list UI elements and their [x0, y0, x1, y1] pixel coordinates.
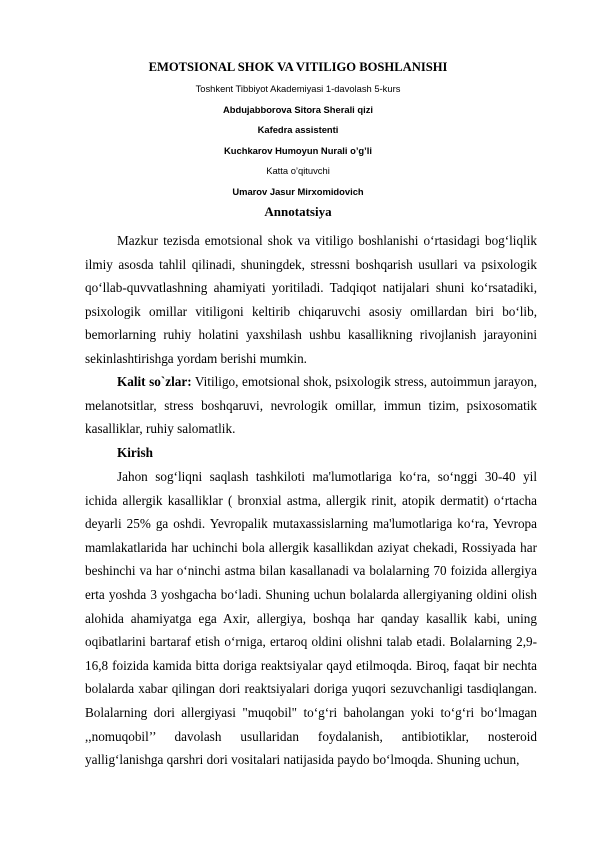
keywords-block	[85, 370, 537, 441]
keywords-text: Vitiligo, emotsional shok, psixologik stress, autoimmun jarayon, melanotsitlar, stress boshqaruvi, nevrologik omillar, immun tizim, psixosomatik kasalliklar, ruhiy salomatlik.	[85, 374, 537, 437]
author-name-3: Umarov Jasur Mirxomidovich	[232, 186, 364, 197]
intro-block	[85, 465, 537, 772]
annotation-heading: Annotatsiya	[264, 204, 332, 219]
author-name-1: Abdujabborova Sitora Sherali qizi	[222, 104, 374, 115]
annotation-paragraph: Mazkur tezisda emotsional shok va vitiligo boshlanishi o‘rtasidagi bog‘liqlik ilmiy asosda tahlil qilinadi, shuningdek, stressni boshqarish usullari va psixologik qo‘llab-quvvatlashning ahamiyati yoritiladi. Tadqiqot natijalari shuni ko‘rsatadiki, psixologik omillar vitiligoni keltirib chiqaruvchi asosiy omillardan biri bo‘lib, bemorlarning ruhiy holatini yaxshilash ushbu kasallikning rivojlanish jarayonini sekinlashtirishga yordam berishi mumkin.	[85, 233, 537, 366]
author-affiliation: Toshkent Tibbiyot Akademiyasi 1-davolash 5-kurs	[195, 83, 401, 94]
intro-heading: Kirish	[117, 445, 153, 460]
author-name-2: Kuchkarov Humoyun Nurali o’g’li	[224, 145, 372, 156]
annotation-block	[85, 229, 537, 371]
author-role-1: Kafedra assistenti	[257, 124, 339, 135]
keywords-paragraph	[85, 370, 537, 441]
intro-heading-block	[85, 441, 537, 465]
author-role-2: Katta o’qituvchi	[266, 165, 330, 176]
intro-paragraph: Jahon sog‘liqni saqlash tashkiloti ma'lumotlariga ko‘ra, so‘nggi 30-40 yil ichida allergik kasalliklar ( bronxial astma, allergik rinit, atopik dermatit) o‘rtacha deyarli 25% ga oshdi. Yevropalik mutaxassislarning ma'lumotlariga ko‘ra, Yevropa mamlakatlarida har uchinchi bola allergik kasallikdan aziyat chekadi, Rossiyada har beshinchi va har o‘ninchi astma bilan kasallanadi va bolalarning 70 foizida allergiya erta yoshda 3 yoshgacha bo‘ladi. Shuning uchun bolalarda allergiyaning oldini olish alohida ahamiyatga ega Axir, allergiya, boshqa har qanday kasallik kabi, uning oqibatlarini bartaraf etish o‘rniga, ertaroq oldini olishni talab etadi. Bolalarning 2,9-16,8 foizida kamida bitta doriga reaktsiyalar qayd etilmoqda. Biroq, faqat bir nechta bolalarda xabar qilingan dori reaktsiyalari doriga yuqori sezuvchanligi tasdiqlangan. Bolalarning dori allergiyasi "muqobil" to‘g‘ri baholangan yoki to‘g‘ri bo‘lmagan ,,nomuqobil’’ davolash usullaridan foydalanish, antibiotiklar, nosteroid yallig‘lanishga qarshri dori vositalari natijasida paydo bo‘lmoqda. Shuning uchun,	[85, 469, 537, 768]
keywords-label: Kalit so`zlar:	[117, 374, 192, 389]
document-title: EMOTSIONAL SHOK VA VITILIGO BOSHLANISHI	[148, 60, 448, 74]
